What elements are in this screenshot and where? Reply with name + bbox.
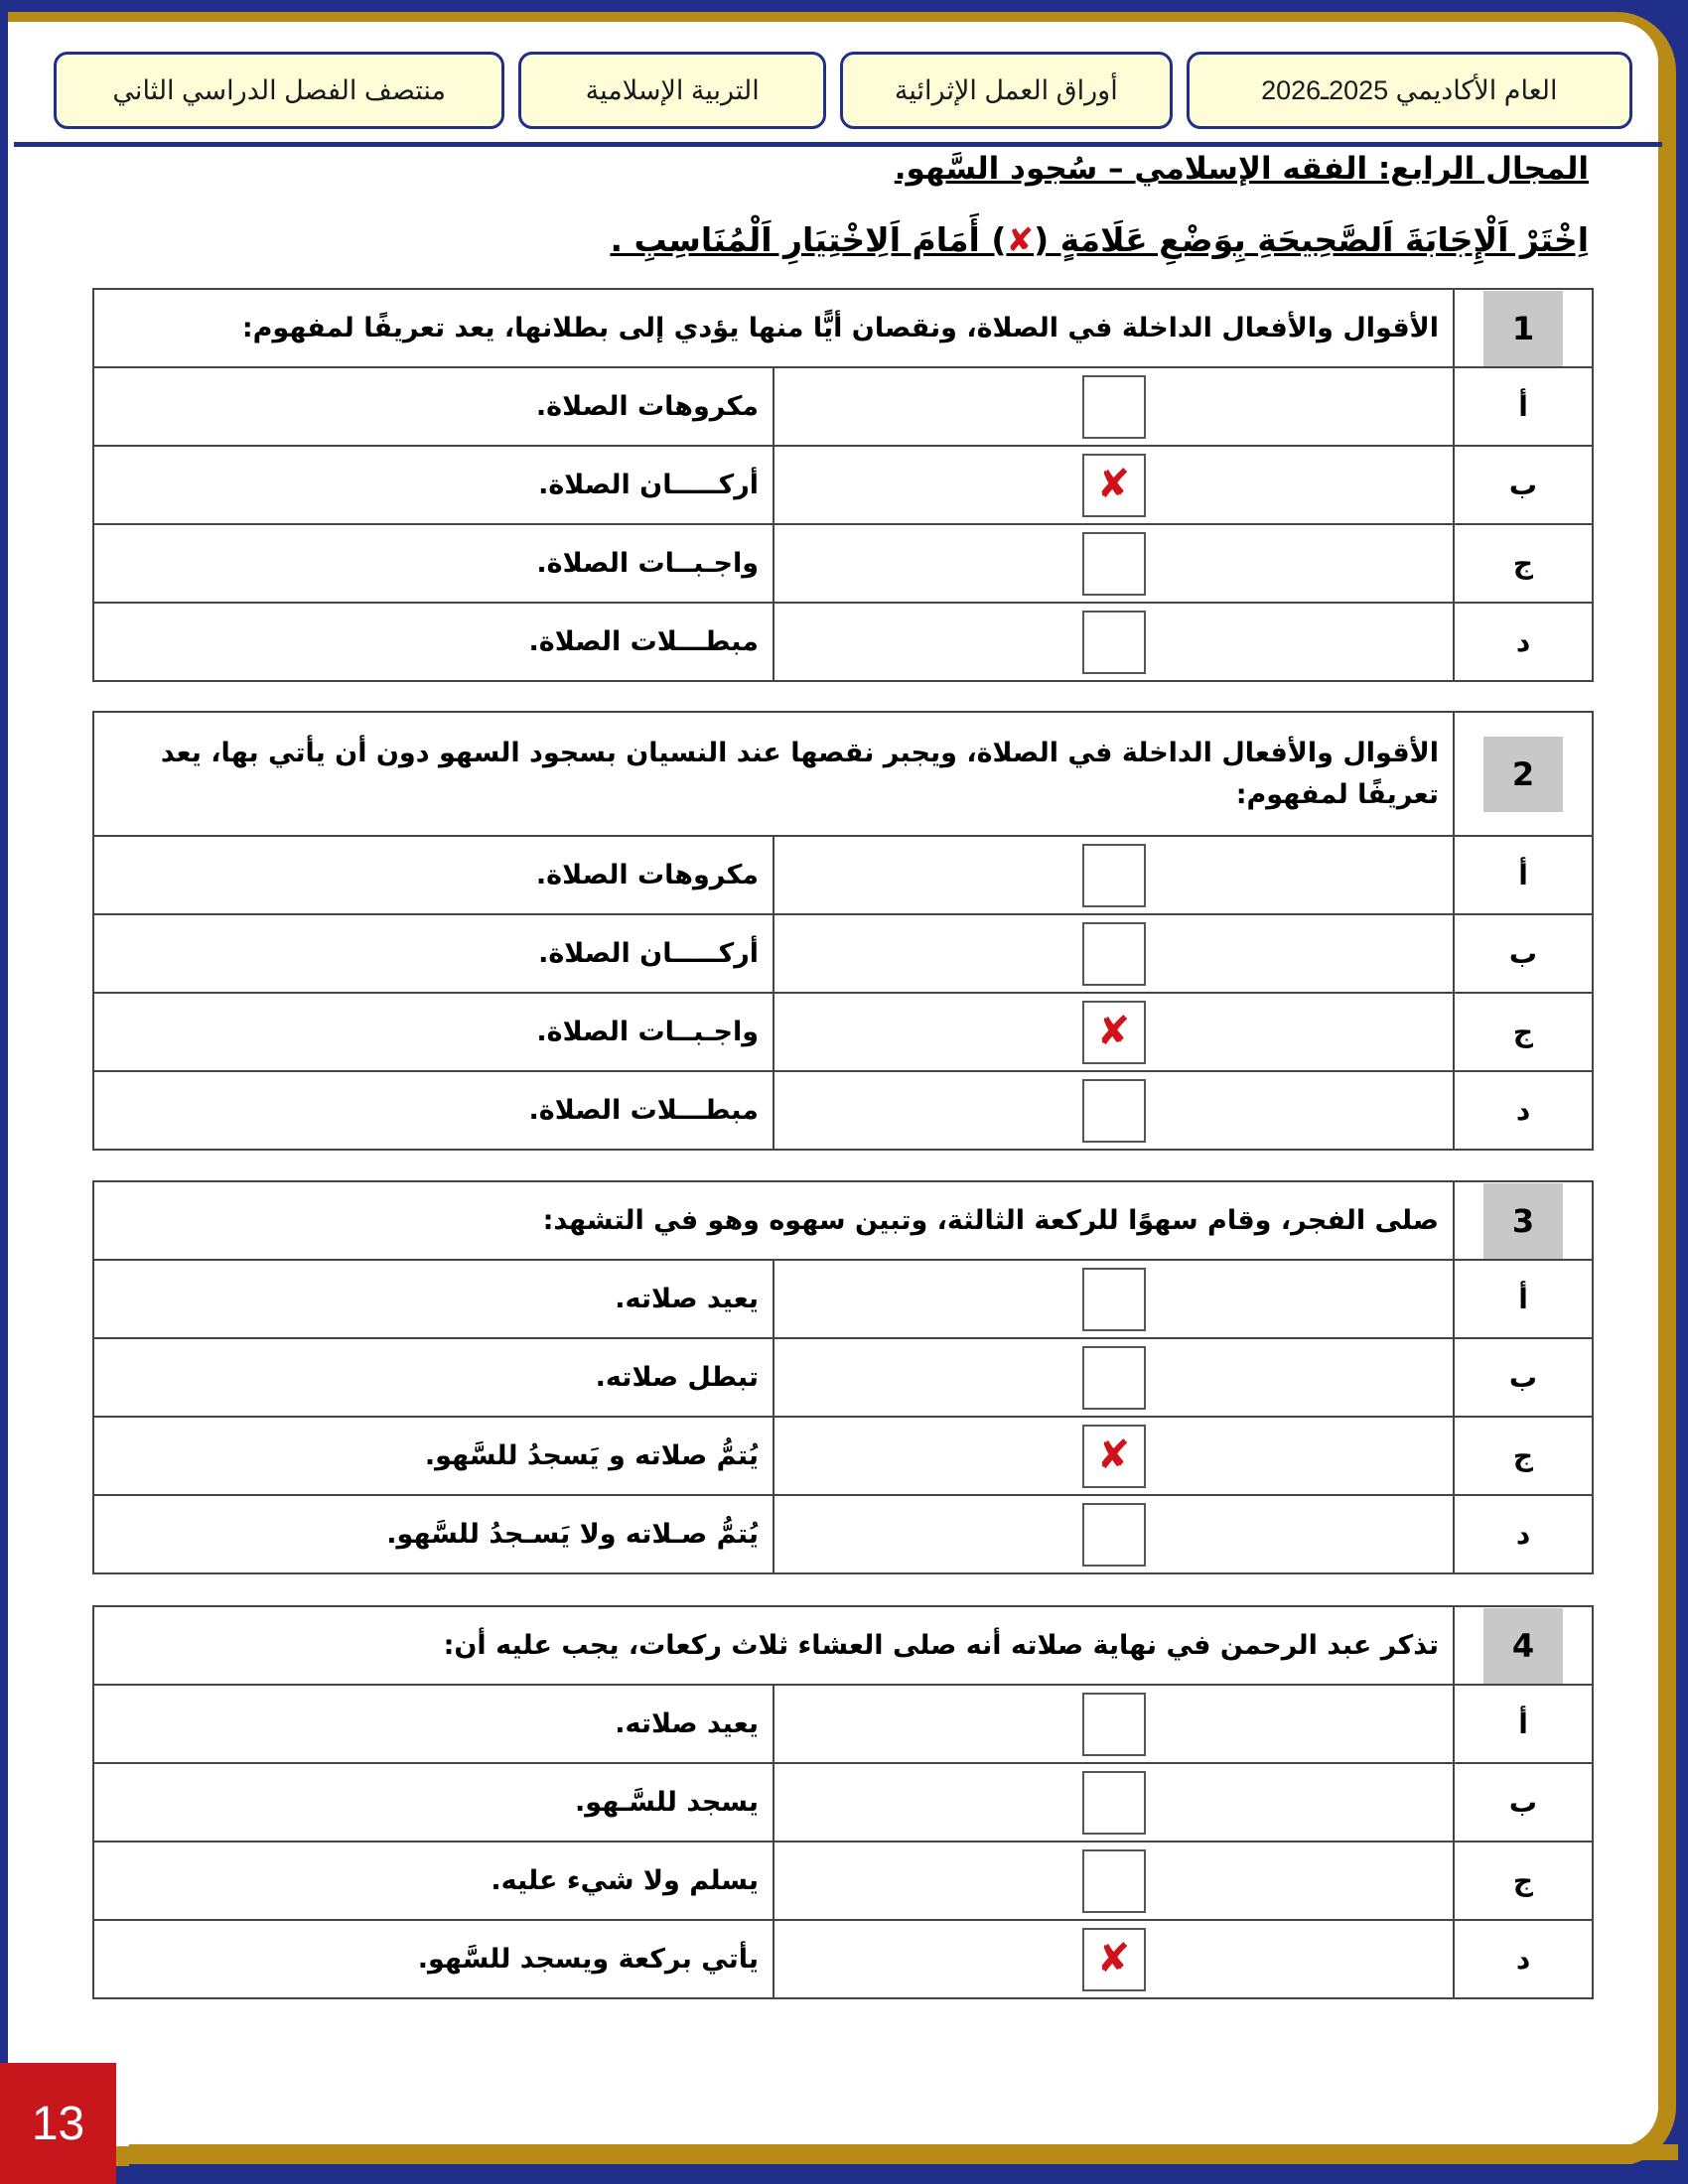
option-row bbox=[93, 603, 1593, 681]
option-row bbox=[93, 993, 1593, 1071]
answer-checkbox[interactable] bbox=[1082, 532, 1146, 596]
option-text: يُتمُّ صلاته و يَسجدُ للسَّهو. bbox=[93, 1417, 774, 1495]
option-text: مبطـــلات الصلاة. bbox=[93, 603, 774, 681]
option-letter: د bbox=[1454, 1071, 1593, 1150]
option-row bbox=[93, 1260, 1593, 1338]
option-row bbox=[93, 1338, 1593, 1417]
answer-checkbox-cell bbox=[774, 1071, 1454, 1150]
answer-checkbox-cell bbox=[774, 1495, 1454, 1573]
answer-checkbox-cell bbox=[774, 1685, 1454, 1763]
option-letter: ج bbox=[1454, 1842, 1593, 1920]
header-bar bbox=[54, 52, 1632, 135]
domain-title: المجال الرابع: الفقه الإسلامي – سُجود السَّهو. bbox=[894, 151, 1589, 187]
option-row bbox=[93, 1495, 1593, 1573]
option-text: يأتي بركعة ويسجد للسَّهو. bbox=[93, 1920, 774, 1998]
question-text: تذكر عبد الرحمن في نهاية صلاته أنه صلى العشاء ثلاث ركعات، يجب عليه أن: bbox=[93, 1606, 1454, 1685]
option-text: أركـــــان الصلاة. bbox=[93, 914, 774, 993]
answer-checkbox-cell bbox=[774, 1763, 1454, 1842]
question-number-cell bbox=[1454, 712, 1593, 836]
answer-checkbox[interactable] bbox=[1082, 1268, 1146, 1331]
option-letter: أ bbox=[1454, 1685, 1593, 1763]
answer-checkbox-cell bbox=[774, 1338, 1454, 1417]
option-row bbox=[93, 1417, 1593, 1495]
option-letter: ب bbox=[1454, 446, 1593, 524]
answer-checkbox[interactable] bbox=[1082, 1771, 1146, 1835]
option-row bbox=[93, 524, 1593, 603]
worksheets-box: أوراق العمل الإثرائية bbox=[840, 52, 1173, 129]
subject-box: التربية الإسلامية bbox=[518, 52, 826, 129]
option-row bbox=[93, 1920, 1593, 1998]
bottom-gold-stripe bbox=[129, 2144, 1678, 2160]
question-text: الأقوال والأفعال الداخلة في الصلاة، ويجبر نقصها عند النسيان بسجود السهو دون أن يأتي بها، يعد تعريفًا لمفهوم: bbox=[93, 712, 1454, 836]
answer-checkbox-checked[interactable]: ✘ bbox=[1082, 1001, 1146, 1064]
option-text: يعيد صلاته. bbox=[93, 1685, 774, 1763]
answer-checkbox-cell bbox=[774, 446, 1454, 524]
question-number: 3 bbox=[1483, 1183, 1563, 1259]
option-letter: د bbox=[1454, 1920, 1593, 1998]
option-text: يعيد صلاته. bbox=[93, 1260, 774, 1338]
option-text: يسجد للسَّـهو. bbox=[93, 1763, 774, 1842]
question-text: الأقوال والأفعال الداخلة في الصلاة، ونقصان أيًّا منها يؤدي إلى بطلانها، يعد تعريفًا لمفهوم: bbox=[93, 289, 1454, 367]
answer-checkbox[interactable] bbox=[1082, 844, 1146, 907]
academic-year-box: العام الأكاديمي 2025ـ2026 bbox=[1187, 52, 1632, 129]
option-row bbox=[93, 446, 1593, 524]
answer-checkbox[interactable] bbox=[1082, 1849, 1146, 1913]
question-row bbox=[93, 1606, 1593, 1685]
answer-checkbox-cell bbox=[774, 1842, 1454, 1920]
answer-checkbox-checked[interactable]: ✘ bbox=[1082, 1928, 1146, 1991]
answer-checkbox-cell bbox=[774, 524, 1454, 603]
option-letter: د bbox=[1454, 603, 1593, 681]
answer-checkbox[interactable] bbox=[1082, 375, 1146, 439]
answer-checkbox-cell bbox=[774, 1417, 1454, 1495]
question-table-4 bbox=[92, 1605, 1594, 1999]
answer-checkbox-cell bbox=[774, 1920, 1454, 1998]
option-letter: أ bbox=[1454, 1260, 1593, 1338]
question-row bbox=[93, 712, 1593, 836]
answer-checkbox[interactable] bbox=[1082, 1346, 1146, 1410]
question-number: 1 bbox=[1483, 291, 1563, 366]
question-number: 4 bbox=[1483, 1608, 1563, 1684]
answer-checkbox-cell bbox=[774, 367, 1454, 446]
answer-checkbox[interactable] bbox=[1082, 922, 1146, 986]
option-letter: ج bbox=[1454, 524, 1593, 603]
question-row bbox=[93, 1181, 1593, 1260]
x-mark-icon: ✘ bbox=[1006, 220, 1035, 259]
option-row bbox=[93, 367, 1593, 446]
option-letter: أ bbox=[1454, 836, 1593, 914]
question-table-1 bbox=[92, 288, 1594, 682]
option-text: مكروهات الصلاة. bbox=[93, 367, 774, 446]
question-number-cell bbox=[1454, 1181, 1593, 1260]
option-row bbox=[93, 836, 1593, 914]
option-text: تبطل صلاته. bbox=[93, 1338, 774, 1417]
answer-checkbox-cell bbox=[774, 993, 1454, 1071]
question-number-cell bbox=[1454, 1606, 1593, 1685]
option-row bbox=[93, 914, 1593, 993]
instruction-text-end: ) أَمَامَ اَلِاخْتِيَارِ اَلْمُنَاسِبِ . bbox=[610, 220, 1007, 259]
answer-checkbox[interactable] bbox=[1082, 1503, 1146, 1567]
option-letter: ب bbox=[1454, 914, 1593, 993]
page-number-badge: 13 bbox=[0, 2063, 116, 2184]
option-letter: ب bbox=[1454, 1763, 1593, 1842]
option-text: يُتمُّ صـلاته ولا يَسـجدُ للسَّهو. bbox=[93, 1495, 774, 1573]
instruction-text-start: اِخْتَرْ اَلْإِجَابَةَ اَلصَّحِيحَةِ بِوَضْعِ عَلَامَةٍ ( bbox=[1034, 220, 1589, 259]
header-divider bbox=[14, 142, 1662, 147]
option-text: واجـبــات الصلاة. bbox=[93, 524, 774, 603]
question-number: 2 bbox=[1483, 737, 1563, 812]
option-letter: أ bbox=[1454, 367, 1593, 446]
option-letter: ج bbox=[1454, 993, 1593, 1071]
option-letter: ج bbox=[1454, 1417, 1593, 1495]
option-letter: ب bbox=[1454, 1338, 1593, 1417]
option-text: واجـبــات الصلاة. bbox=[93, 993, 774, 1071]
question-table-2 bbox=[92, 711, 1594, 1151]
option-row bbox=[93, 1685, 1593, 1763]
answer-checkbox-checked[interactable]: ✘ bbox=[1082, 454, 1146, 517]
answer-checkbox[interactable] bbox=[1082, 1079, 1146, 1143]
option-letter: د bbox=[1454, 1495, 1593, 1573]
answer-checkbox-checked[interactable]: ✘ bbox=[1082, 1425, 1146, 1488]
option-row bbox=[93, 1071, 1593, 1150]
bottom-navy-stripe bbox=[129, 2164, 1688, 2184]
answer-checkbox-cell bbox=[774, 603, 1454, 681]
answer-checkbox[interactable] bbox=[1082, 611, 1146, 674]
answer-checkbox-cell bbox=[774, 1260, 1454, 1338]
option-row bbox=[93, 1842, 1593, 1920]
question-row bbox=[93, 289, 1593, 367]
term-box: منتصف الفصل الدراسي الثاني bbox=[54, 52, 504, 129]
option-text: مبطـــلات الصلاة. bbox=[93, 1071, 774, 1150]
instruction-line bbox=[610, 220, 1589, 259]
option-text: مكروهات الصلاة. bbox=[93, 836, 774, 914]
answer-checkbox[interactable] bbox=[1082, 1693, 1146, 1756]
question-text: صلى الفجر، وقام سهوًا للركعة الثالثة، وتبين سهوه وهو في التشهد: bbox=[93, 1181, 1454, 1260]
question-table-3 bbox=[92, 1180, 1594, 1574]
answer-checkbox-cell bbox=[774, 914, 1454, 993]
option-text: أركـــــان الصلاة. bbox=[93, 446, 774, 524]
question-number-cell bbox=[1454, 289, 1593, 367]
option-text: يسلم ولا شيء عليه. bbox=[93, 1842, 774, 1920]
answer-checkbox-cell bbox=[774, 836, 1454, 914]
option-row bbox=[93, 1763, 1593, 1842]
